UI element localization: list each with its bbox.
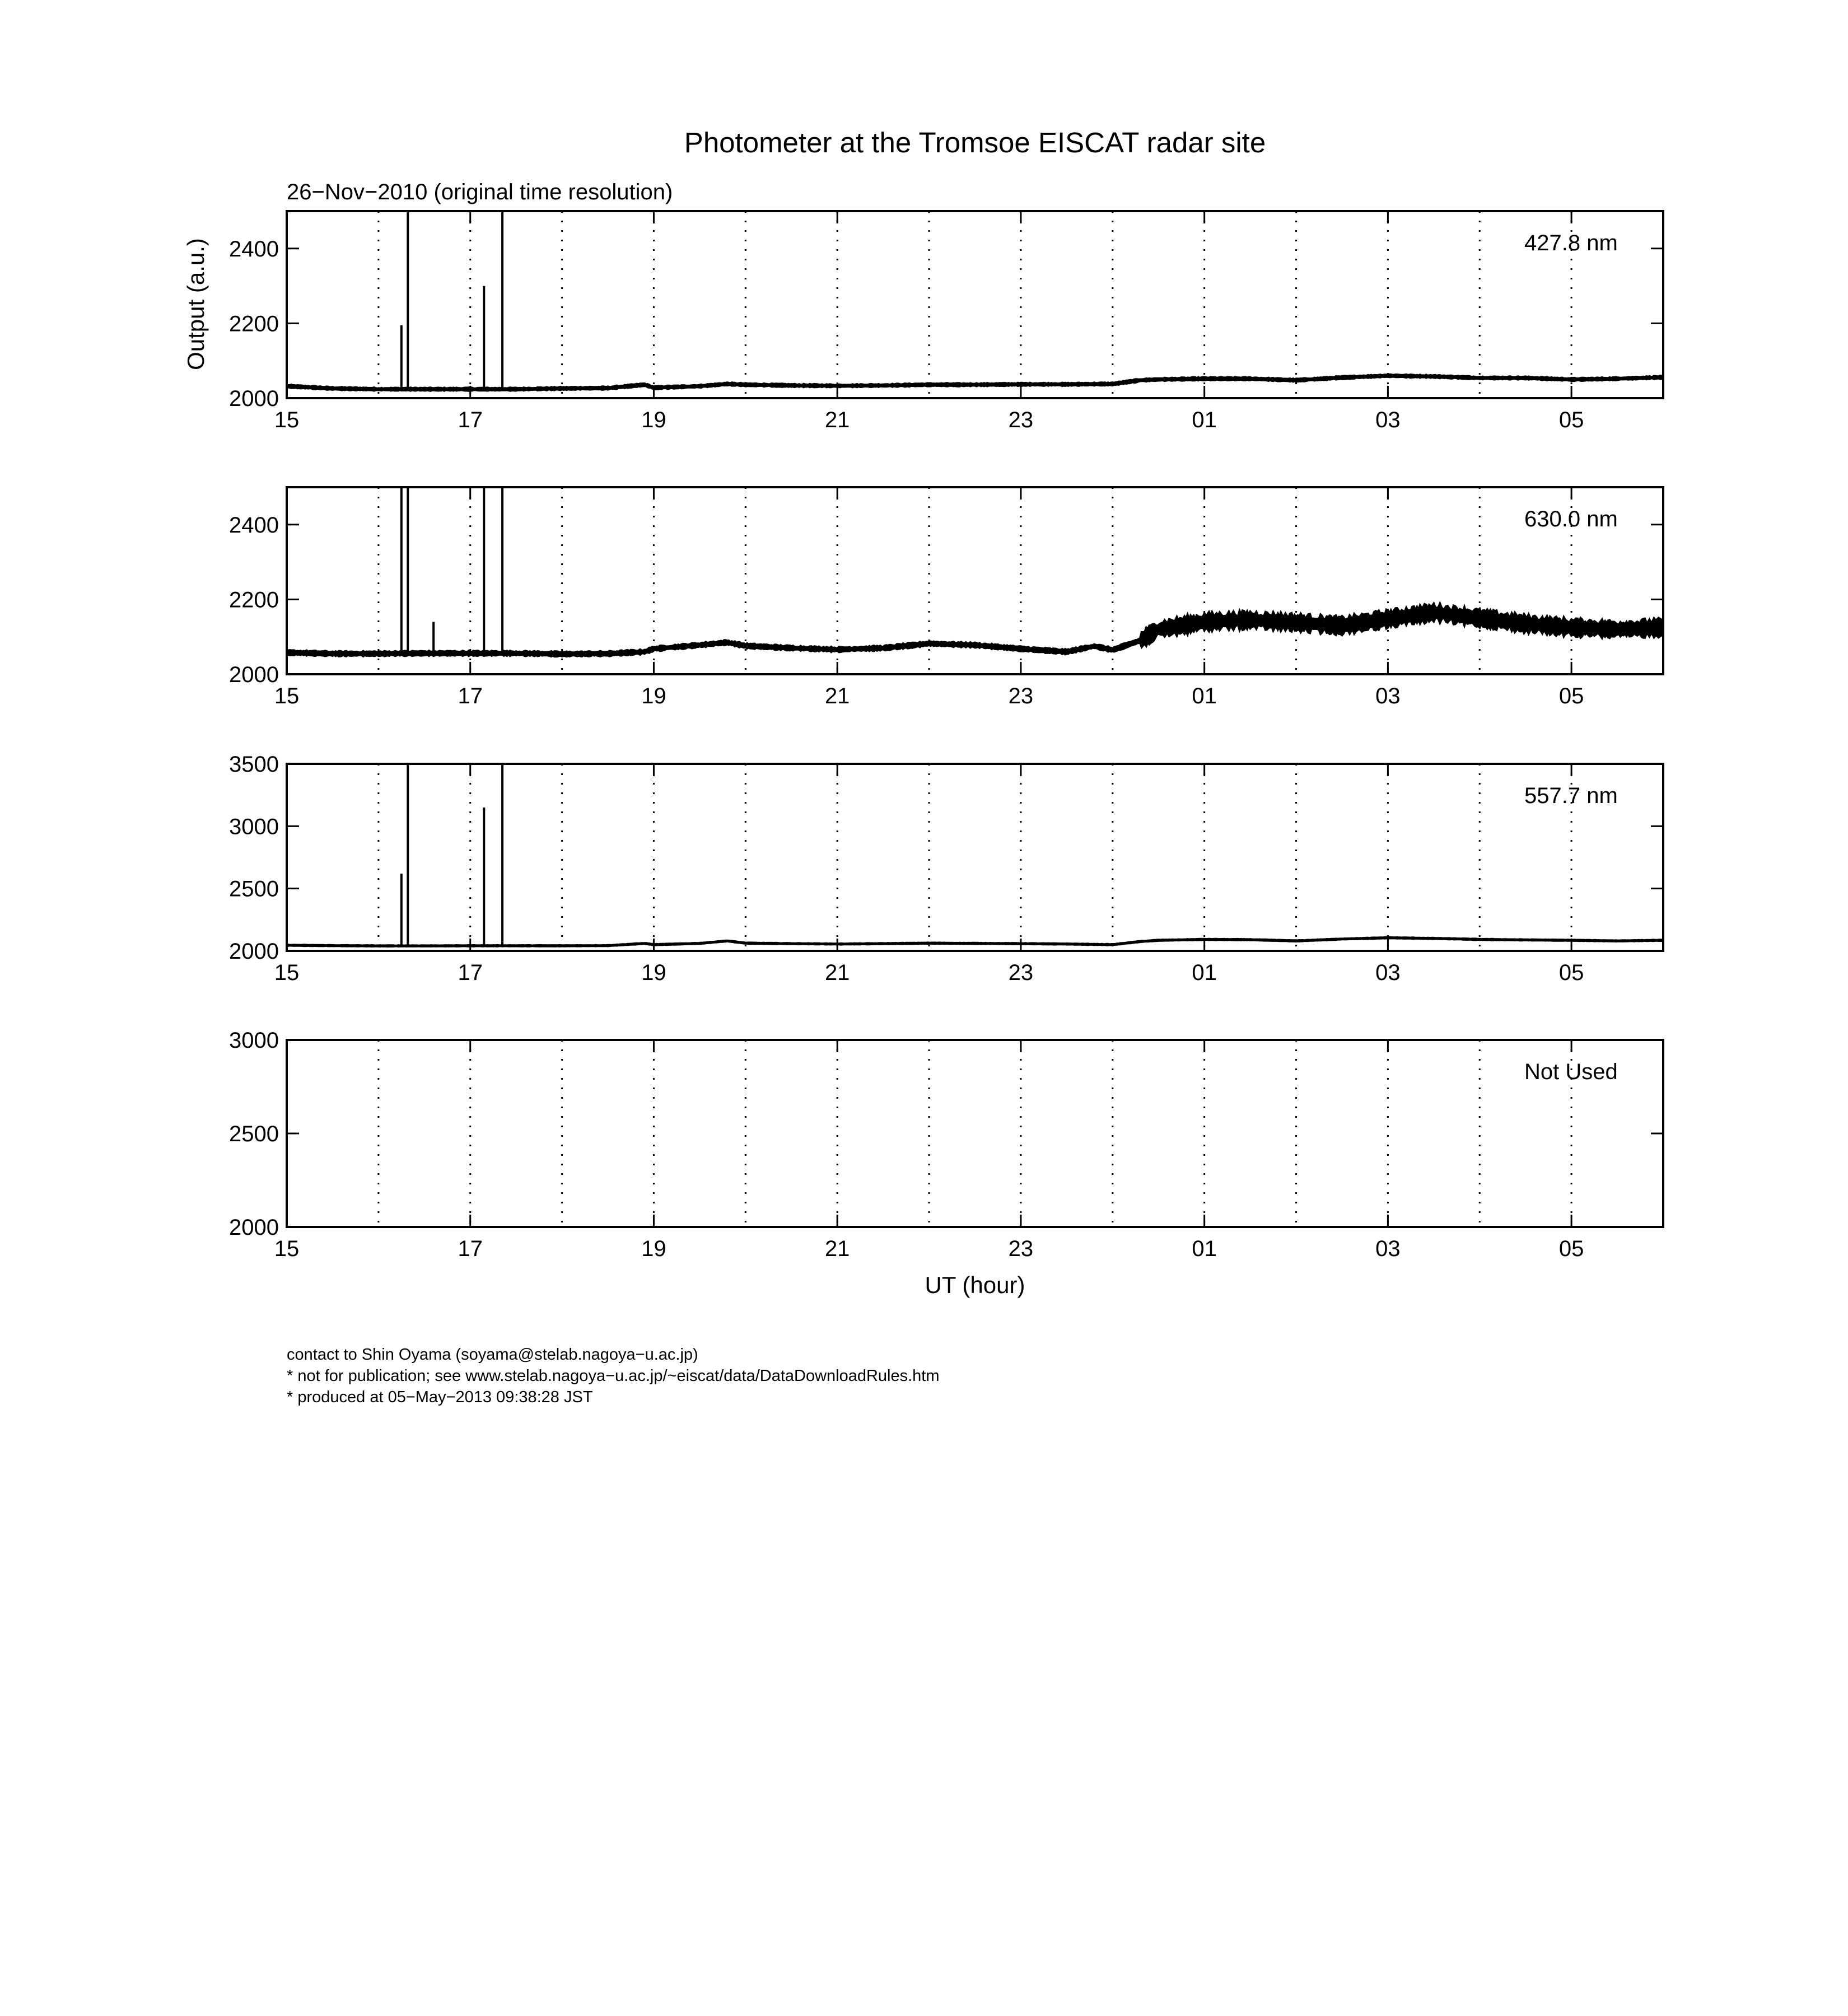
y-tick-label: 2500 — [229, 1122, 279, 1146]
y-tick-label: 2000 — [229, 662, 279, 687]
x-tick-label: 05 — [1558, 408, 1584, 432]
x-tick-label: 03 — [1375, 684, 1401, 708]
x-tick-label: 01 — [1192, 1236, 1217, 1261]
x-tick-label: 15 — [274, 1236, 300, 1261]
axes-frame — [287, 764, 1663, 951]
y-tick-label: 3000 — [229, 814, 279, 839]
x-tick-label: 19 — [641, 1236, 666, 1261]
panels-group — [229, 211, 1663, 1261]
x-tick-label: 23 — [1008, 408, 1034, 432]
x-tick-label: 15 — [274, 960, 300, 985]
x-tick-label: 15 — [274, 408, 300, 432]
x-tick-label: 03 — [1375, 408, 1401, 432]
channel-label: 557.7 nm — [1524, 783, 1618, 808]
footer-contact: contact to Shin Oyama (soyama@stelab.nagoya−u.ac.jp) — [287, 1346, 698, 1364]
channel-label: Not Used — [1524, 1060, 1618, 1084]
x-tick-label: 17 — [458, 960, 483, 985]
axes-frame — [287, 211, 1663, 398]
y-tick-label: 2000 — [229, 1215, 279, 1240]
y-tick-label: 2400 — [229, 236, 279, 262]
x-tick-label: 23 — [1008, 960, 1034, 985]
x-tick-label: 05 — [1558, 1236, 1584, 1261]
y-axis-label: Output (a.u.) — [183, 238, 209, 370]
data-series-band — [287, 375, 1663, 391]
panel-1 — [229, 211, 1663, 432]
y-tick-label: 2000 — [229, 939, 279, 964]
x-tick-label: 01 — [1192, 960, 1217, 985]
x-tick-label: 17 — [458, 1236, 483, 1261]
axes-frame — [287, 1040, 1663, 1227]
x-tick-label: 21 — [824, 408, 850, 432]
figure-title: Photometer at the Tromsoe EISCAT radar site — [684, 127, 1266, 158]
figure-subtitle: 26−Nov−2010 (original time resolution) — [287, 180, 673, 204]
data-series-band — [287, 937, 1663, 946]
footer-produced: * produced at 05−May−2013 09:38:28 JST — [287, 1388, 593, 1406]
x-tick-label: 01 — [1192, 408, 1217, 432]
y-tick-label: 2000 — [229, 386, 279, 411]
x-tick-label: 03 — [1375, 1236, 1401, 1261]
x-tick-label: 23 — [1008, 684, 1034, 708]
x-tick-label: 01 — [1192, 684, 1217, 708]
panel-3 — [229, 752, 1663, 985]
panel-4 — [229, 1028, 1663, 1261]
y-tick-label: 2500 — [229, 876, 279, 902]
x-tick-label: 23 — [1008, 1236, 1034, 1261]
y-tick-label: 3000 — [229, 1028, 279, 1053]
x-tick-label: 15 — [274, 684, 300, 708]
x-axis-label: UT (hour) — [925, 1272, 1025, 1298]
footer-rules: * not for publication; see www.stelab.nagoya−u.ac.jp/~eiscat/data/DataDownloadRules.htm — [287, 1367, 940, 1385]
x-tick-label: 05 — [1558, 684, 1584, 708]
x-tick-label: 21 — [824, 1236, 850, 1261]
data-series-band — [287, 604, 1663, 656]
x-tick-label: 03 — [1375, 960, 1401, 985]
y-tick-label: 3500 — [229, 752, 279, 777]
panel-2 — [229, 487, 1663, 708]
y-tick-label: 2200 — [229, 587, 279, 613]
x-tick-label: 19 — [641, 408, 666, 432]
channel-label: 630.0 nm — [1524, 507, 1618, 531]
channel-label: 427.8 nm — [1524, 231, 1618, 255]
x-tick-label: 21 — [824, 684, 850, 708]
x-tick-label: 17 — [458, 408, 483, 432]
x-tick-label: 17 — [458, 684, 483, 708]
x-tick-label: 19 — [641, 684, 666, 708]
x-tick-label: 21 — [824, 960, 850, 985]
x-tick-label: 05 — [1558, 960, 1584, 985]
x-tick-label: 19 — [641, 960, 666, 985]
y-tick-label: 2400 — [229, 512, 279, 538]
y-tick-label: 2200 — [229, 311, 279, 337]
